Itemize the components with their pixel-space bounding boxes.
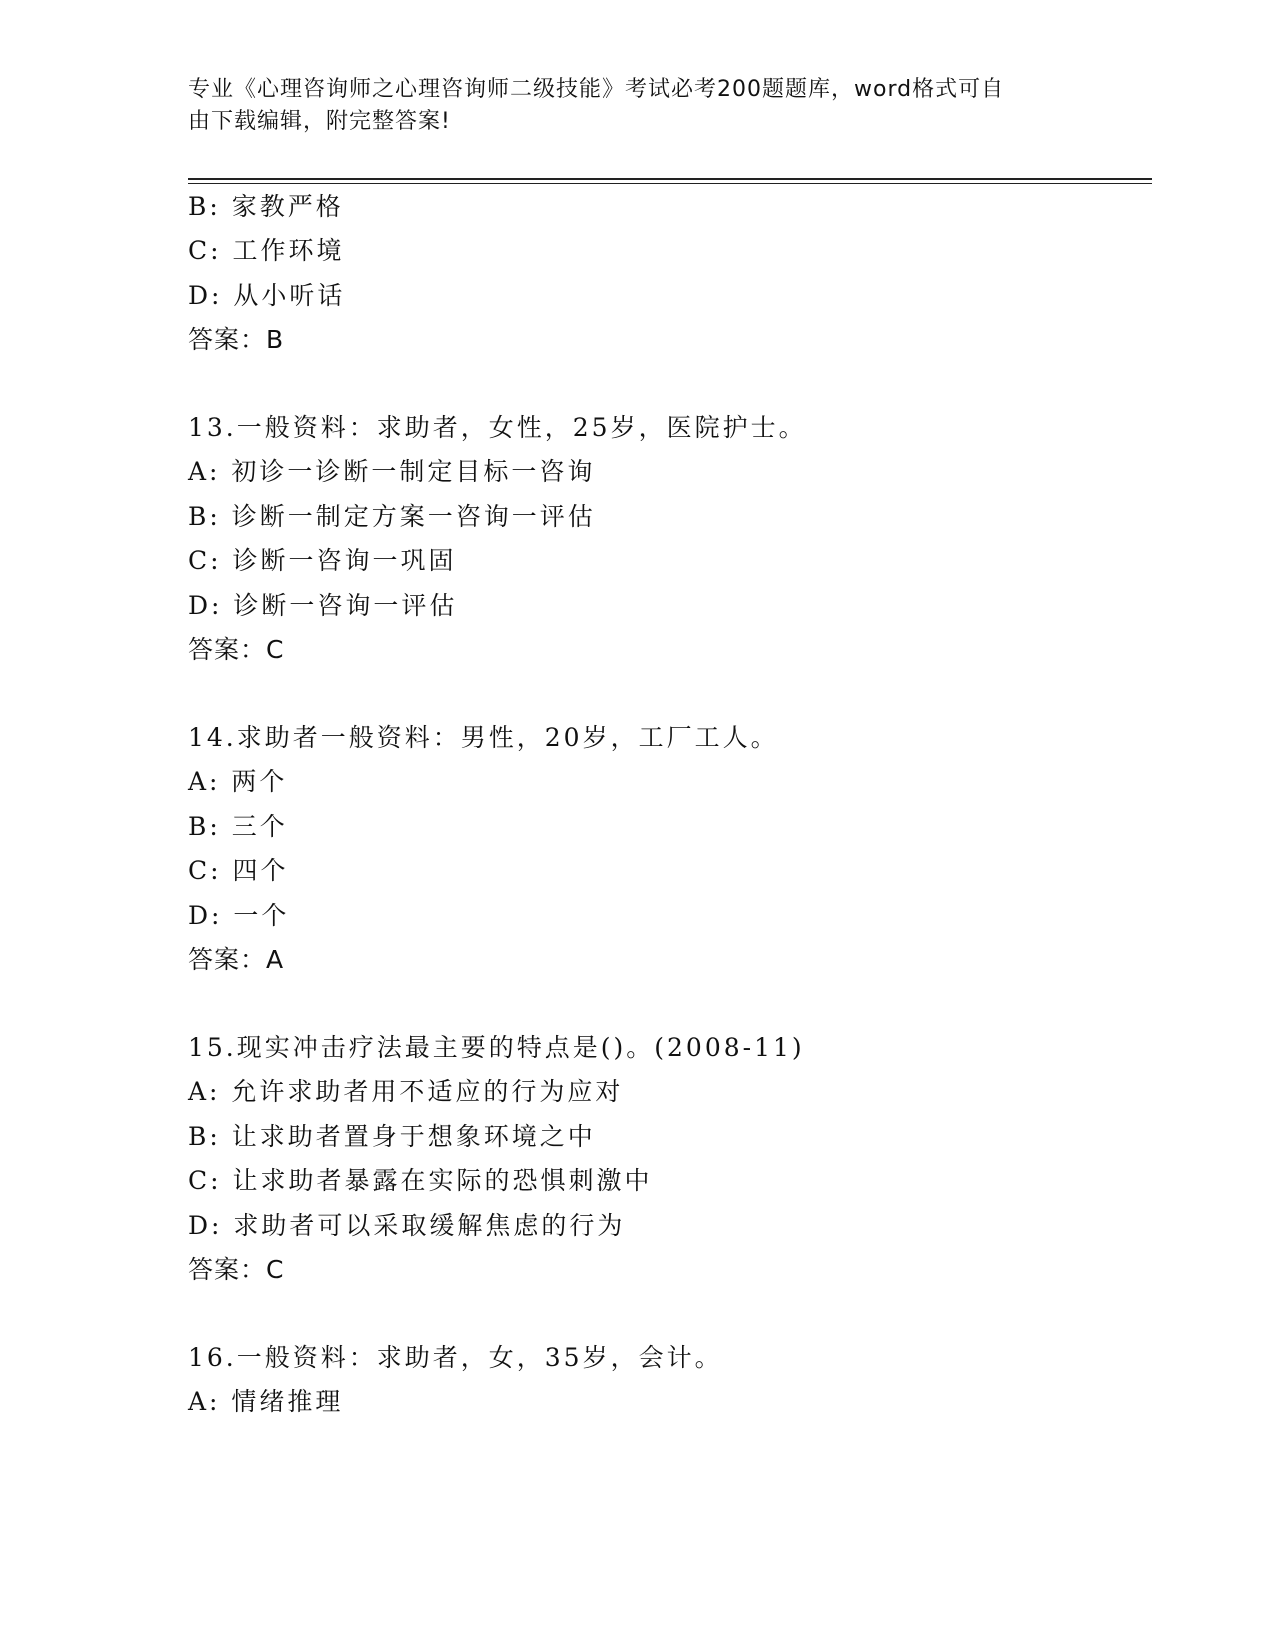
option-line: B: 让求助者置身于想象环境之中 [188,1122,596,1151]
header-rule-thin [188,183,1152,184]
option-line: C: 四个 [188,856,289,885]
question-line: 15.现实冲击疗法最主要的特点是()。(2008-11) [188,1033,805,1062]
option-line: B: 三个 [188,812,288,841]
option-line: D: 从小听话 [188,281,346,310]
question-line: 14.求助者一般资料：男性，20岁，工厂工人。 [188,723,779,752]
option-line: D: 求助者可以采取缓解焦虑的行为 [188,1211,626,1240]
option-line: B: 家教严格 [188,192,344,221]
option-line: A: 两个 [188,767,288,796]
document-header [188,74,1068,138]
answer-line: 答案：A [188,945,285,974]
option-line: A: 初诊一诊断一制定目标一咨询 [188,457,596,486]
header-line-2: 由下载编辑，附完整答案! [188,109,451,134]
option-line: D: 一个 [188,901,290,930]
option-line: A: 情绪推理 [188,1387,344,1416]
option-line: D: 诊断一咨询一评估 [188,591,458,620]
option-line: C: 工作环境 [188,236,345,265]
question-line: 13.一般资料：求助者，女性，25岁，医院护士。 [188,413,807,442]
option-line: C: 让求助者暴露在实际的恐惧刺激中 [188,1166,653,1195]
header-rule-thick [188,178,1152,180]
question-line: 16.一般资料：求助者，女，35岁，会计。 [188,1343,723,1372]
answer-line: 答案：C [188,635,285,664]
option-line: C: 诊断一咨询一巩固 [188,546,457,575]
answer-line: 答案：C [188,1255,285,1284]
answer-line: 答案：B [188,325,285,354]
option-line: B: 诊断一制定方案一咨询一评估 [188,502,596,531]
option-line: A: 允许求助者用不适应的行为应对 [188,1077,624,1106]
header-line-1: 专业《心理咨询师之心理咨询师二级技能》考试必考200题题库，word格式可自 [188,77,1005,102]
